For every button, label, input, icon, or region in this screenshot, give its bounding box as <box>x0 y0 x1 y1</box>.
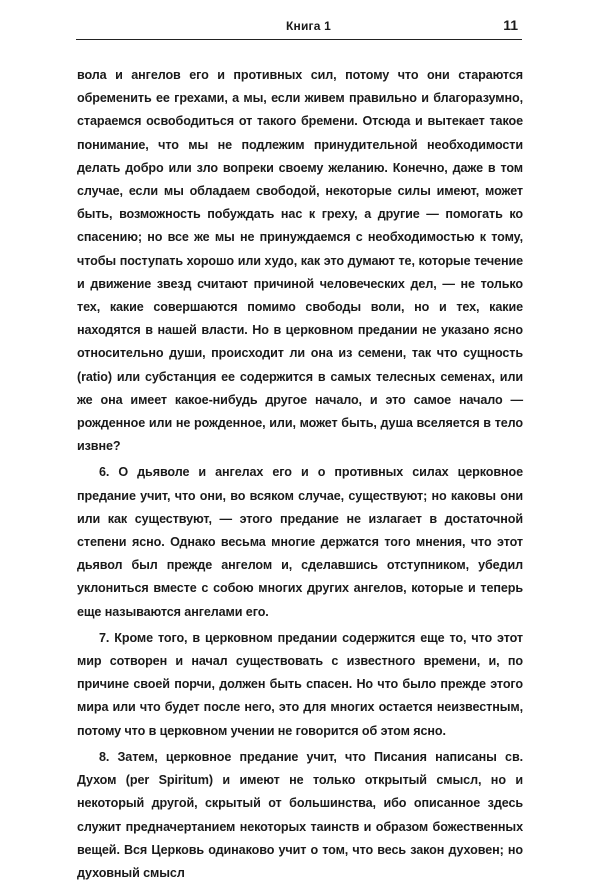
page-number: 11 <box>503 17 518 33</box>
running-header <box>76 17 522 40</box>
paragraph-7: 7. Кроме того, в церковном предании содержится еще то, что этот мир сотворен и начал существовать с известного времени, и, по причине своей порчи, должен быть спасен. Но что было прежде этого мира или что будет после него, это для многих остается неизвестным, потому что в церковном учении не говорится об этом ясно. <box>77 630 523 738</box>
paragraph-8: 8. Затем, церковное предание учит, что Писания написаны св. Духом (per Spiritum) и имеют не только открытый смысл, но и некоторый другой, скрытый от большинства, ибо описанное здесь служит предначертанием некоторых таинств и образом божественных вещей. Вся Церковь одинаково учит о том, что весь закон духовен; но духовный смысл <box>77 749 523 880</box>
paragraph-continued: вола и ангелов его и противных сил, потому что они стараются обременить ее грехами, а мы, если живем правильно и благоразумно, стараемся освободиться от такого бремени. Отсюда и вытекает такое понимание, что мы не подлежим принудительной необходимости делать добро или зло вопреки своему желанию. Конечно, даже в том случае, если мы обладаем свободой, некоторые силы имеют, может быть, возможность побуждать нас к греху, а другие — помогать ко спасению; но все же мы не принуждаемся с необходимостью к тому, чтобы поступать хорошо или худо, как это думают те, которые течение и движение звезд считают причиной человеческих дел, — не только тех, какие совершаются помимо свободы воли, но и тех, какие находятся в нашей власти. Но в церковном предании не указано ясно относительно души, происходит ли она из семени, так что сущность (ratio) или субстанция ее содержится в самых телесных семенах, или же она имеет какое-нибудь другое начало, и это самое начало — рожденное или не рожденное, или, может быть, душа вселяется в тело извне? <box>77 68 523 454</box>
page-body <box>77 64 523 885</box>
book-title: Книга 1 <box>286 19 332 33</box>
paragraph-6: 6. О дьяволе и ангелах его и о противных силах церковное предание учит, что они, во всяком случае, существуют; но каковы они или как существуют, — этого предание не излагает в достаточной степени ясно. Однако весьма многие держатся того мнения, что этот дьявол был прежде ангелом и, сделавшись отступником, убедил уклониться вместе с собою многих других ангелов, которые и теперь еще называются ангелами его. <box>77 465 523 619</box>
